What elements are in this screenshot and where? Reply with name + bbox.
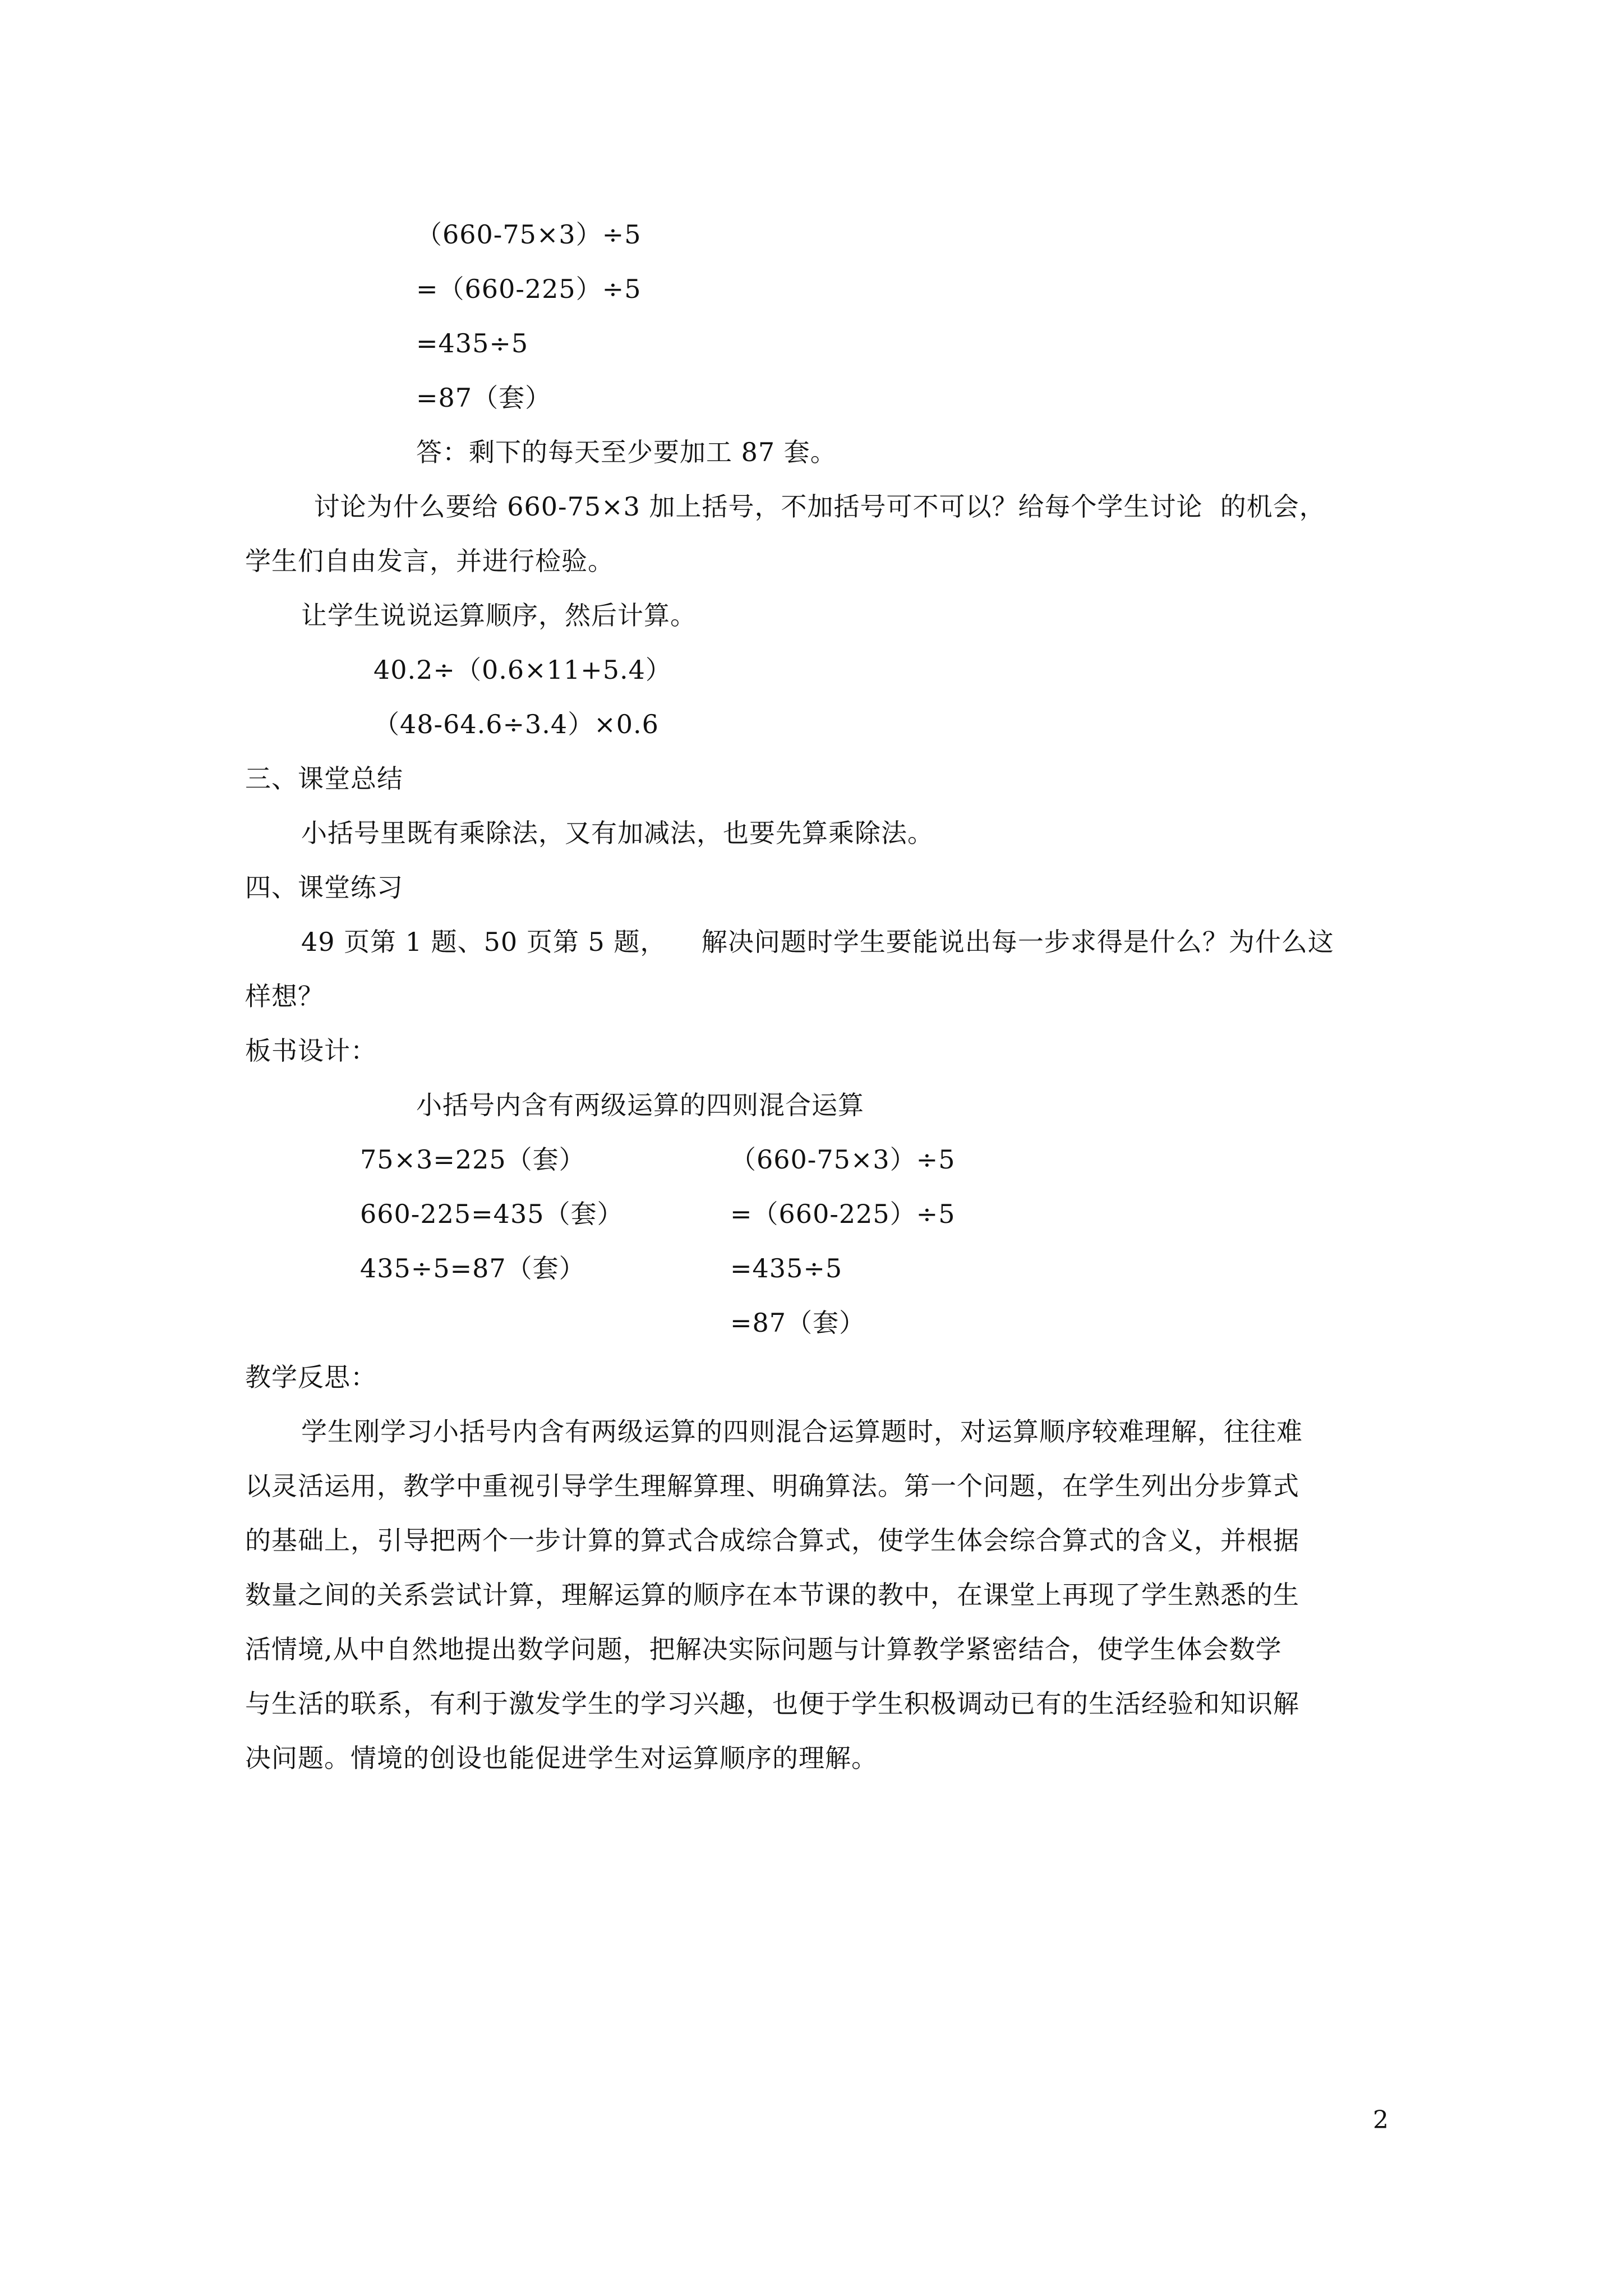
- reflection-line-4: 数量之间的关系尝试计算，理解运算的顺序在本节课的教中，在课堂上再现了学生熟悉的生: [245, 1580, 1299, 1610]
- instruction-line: 让学生说说运算顺序，然后计算。: [301, 600, 697, 631]
- board-right-line-1: （660-75×3）÷5: [730, 1144, 956, 1175]
- calc-line-1: （660-75×3）÷5: [416, 219, 642, 250]
- answer-line: 答：剩下的每天至少要加工 87 套。: [416, 437, 837, 467]
- reflection-line-7: 决问题。情境的创设也能促进学生对运算顺序的理解。: [245, 1743, 878, 1773]
- discussion-line-1: 讨论为什么要给 660-75×3 加上括号，不加括号可不可以？给每个学生讨论 的机会，: [305, 491, 1326, 522]
- section4-heading: 四、课堂练习: [245, 872, 403, 903]
- board-left-line-2: 660-225=435（套）: [360, 1199, 624, 1229]
- board-left-line-1: 75×3=225（套）: [360, 1144, 585, 1175]
- exercise-line-2: （48-64.6÷3.4）×0.6: [374, 709, 659, 739]
- calc-line-4: =87（套）: [416, 383, 552, 413]
- board-heading: 板书设计：: [245, 1036, 377, 1066]
- discussion-line-2: 学生们自由发言，并进行检验。: [245, 546, 614, 576]
- board-title: 小括号内含有两级运算的四则混合运算: [416, 1090, 864, 1120]
- section4-line-1: 49 页第 1 题、50 页第 5 题， 解决问题时学生要能说出每一步求得是什么？为什么这: [301, 927, 1334, 957]
- section3-text: 小括号里既有乘除法，又有加减法，也要先算乘除法。: [301, 818, 934, 848]
- board-right-line-2: =（660-225）÷5: [730, 1199, 956, 1229]
- reflection-line-2: 以灵活运用，教学中重视引导学生理解算理、明确算法。第一个问题，在学生列出分步算式: [245, 1471, 1299, 1501]
- calc-line-2: =（660-225）÷5: [416, 274, 642, 304]
- board-right-line-4: =87（套）: [730, 1308, 866, 1338]
- reflection-heading: 教学反思：: [245, 1362, 377, 1392]
- calc-line-3: =435÷5: [416, 328, 529, 358]
- section4-line-2: 样想？: [245, 981, 324, 1011]
- exercise-line-1: 40.2÷（0.6×11+5.4）: [374, 655, 672, 685]
- board-right-line-3: =435÷5: [730, 1253, 843, 1283]
- reflection-line-1: 学生刚学习小括号内含有两级运算的四则混合运算题时，对运算顺序较难理解，往往难: [301, 1416, 1303, 1447]
- reflection-line-5: 活情境,从中自然地提出数学问题，把解决实际问题与计算教学紧密结合，使学生体会数学: [245, 1634, 1282, 1664]
- board-left-line-3: 435÷5=87（套）: [360, 1253, 585, 1283]
- section3-heading: 三、课堂总结: [245, 763, 403, 794]
- page-number: 2: [1373, 2106, 1389, 2134]
- reflection-line-3: 的基础上，引导把两个一步计算的算式合成综合算式，使学生体会综合算式的含义，并根据: [245, 1525, 1299, 1556]
- reflection-line-6: 与生活的联系，有利于激发学生的学习兴趣，也便于学生积极调动已有的生活经验和知识解: [245, 1688, 1299, 1719]
